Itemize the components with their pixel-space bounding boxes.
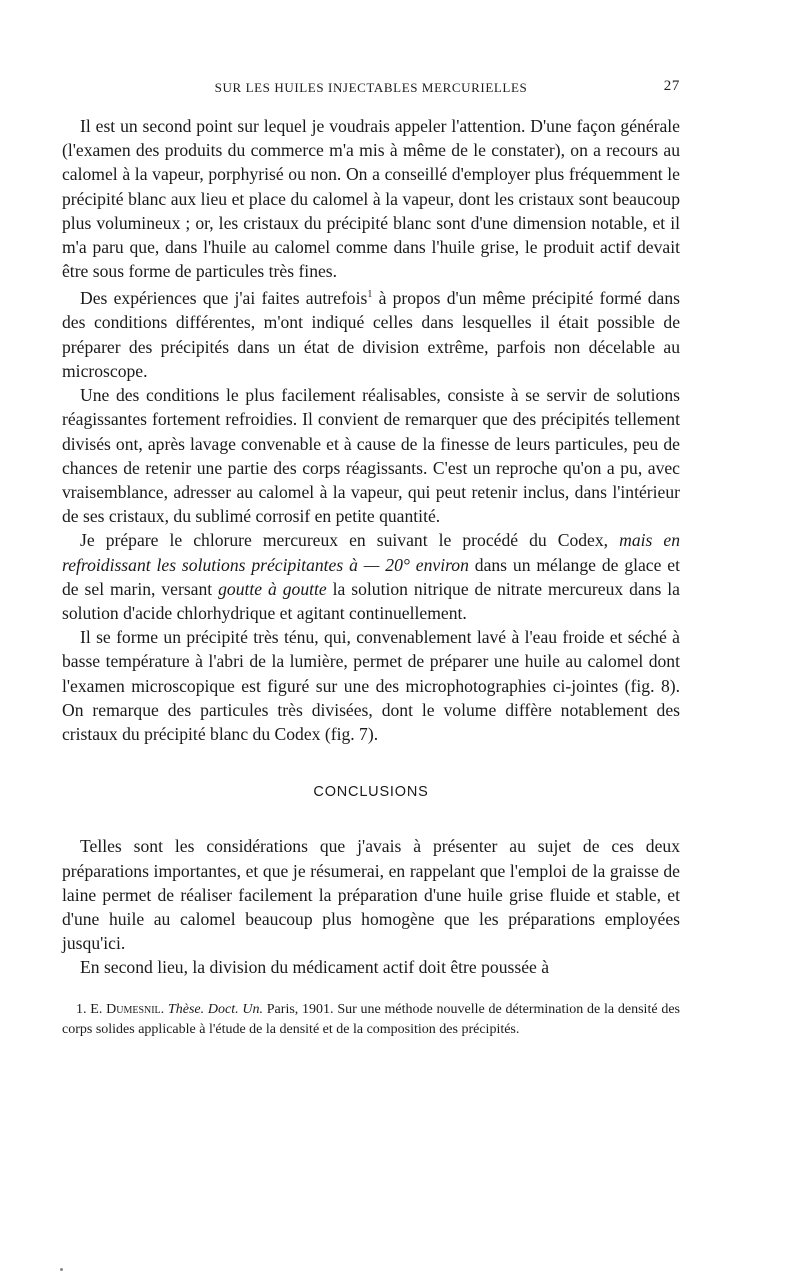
paragraph-4-start: Je prépare le chlorure mercureux en suivant le procédé du Codex, xyxy=(80,530,620,551)
paragraph-4 xyxy=(62,528,680,625)
conclusion-paragraph-2: En second lieu, la division du médicament actif doit être poussée à xyxy=(80,957,550,978)
body-text xyxy=(62,114,680,980)
footnote-work: Thèse. Doct. Un. xyxy=(167,1001,263,1017)
paragraph-3: Une des conditions le plus facilement réalisables, consiste à se servir de solutions réagissantes fortement refroidies. Il convient de remarquer que des précipités tellement divisés ont, après lavage convenable et à cause de la finesse de leurs particules, peu de chances de retenir une partie des corps réagissants. C'est un reproche qu'on a pu, avec vraisemblance, adresser au calomel à la vapeur, qui peut retenir inclus, dans l'intérieur de ses cristaux, du sublimé corrosif en petite quantité. xyxy=(62,385,680,527)
paragraph-2-start: Des expériences que j'ai faites autrefois xyxy=(80,288,368,309)
paragraph-4-end: la solution nitrique de nitrate mercureux dans la solution d'acide chlorhydrique et agitant continuellement. xyxy=(62,578,680,623)
footnote-1 xyxy=(62,1000,680,1040)
section-title: CONCLUSIONS xyxy=(313,784,429,801)
paragraph-4-middle: dans un mélange de glace et de sel marin, versant xyxy=(62,554,681,599)
footnote-author: Dumesnil xyxy=(106,1001,161,1017)
footnote-number: 1. E. xyxy=(76,1001,107,1017)
footnote-ref: 1 xyxy=(367,289,373,301)
footnote-place: Paris, 1901. xyxy=(263,1001,338,1017)
paragraph-2 xyxy=(62,283,680,383)
page-number: 27 xyxy=(663,78,680,94)
footnote-text: Sur une méthode nouvelle de détermination de la densité des corps solides applicable à l'étude de la densité et de la composition des précipités. xyxy=(62,1001,680,1037)
footnote-separator: . xyxy=(160,1001,168,1017)
running-title: SUR LES HUILES INJECTABLES MERCURIELLES xyxy=(214,80,528,95)
paragraph-1: Il est un second point sur lequel je voudrais appeler l'attention. D'une façon générale (l'examen des produits du commerce m'a mis à même de le constater), on a recours au calomel à la vapeur, porphyrisé ou non. On a conseillé d'employer plus fréquemment le précipité blanc aux lieu et place du calomel à la vapeur, dont les cristaux sont beaucoup plus volumineux ; or, les cristaux du précipité blanc sont d'une dimension notable, et il m'a paru que, dans l'huile au calomel comme dans l'huile grise, le produit actif devait être sous forme de particules très fines. xyxy=(62,116,680,282)
conclusion-paragraph-1: Telles sont les considérations que j'avais à présenter au sujet de ces deux préparations importantes, et que je résumerai, en rappelant que l'emploi de la graisse de laine permet de réaliser facilement la préparation d'une huile grise fluide et stable, et d'une huile au calomel beaucoup plus homogène que les préparations employées jusqu'ici. xyxy=(62,836,680,954)
footnote xyxy=(62,1000,680,1040)
paragraph-4-italic-1: mais en refroidissant les solutions précipitantes à — 20° environ xyxy=(62,530,680,575)
paragraph-4-italic-2: goutte à goutte xyxy=(218,578,327,599)
print-speck xyxy=(60,1268,63,1271)
paragraph-5: Il se forme un précipité très ténu, qui, convenablement lavé à l'eau froide et séché à basse température à l'abri de la lumière, permet de préparer une huile au calomel dont l'examen microscopique est figuré sur une des microphotographies ci-jointes (fig. 8). On remarque des particules très divisées, dont le volume diffère notablement des cristaux du précipité blanc du Codex (fig. 7). xyxy=(62,627,680,744)
running-header xyxy=(62,78,680,102)
document-page xyxy=(62,78,680,1040)
paragraph-2-end: à propos d'un même précipité formé dans des conditions différentes, m'ont indiqué celles dans lesquelles il était possible de préparer des précipités dans un état de division extrême, parfois non décelable au microscope. xyxy=(62,288,680,381)
